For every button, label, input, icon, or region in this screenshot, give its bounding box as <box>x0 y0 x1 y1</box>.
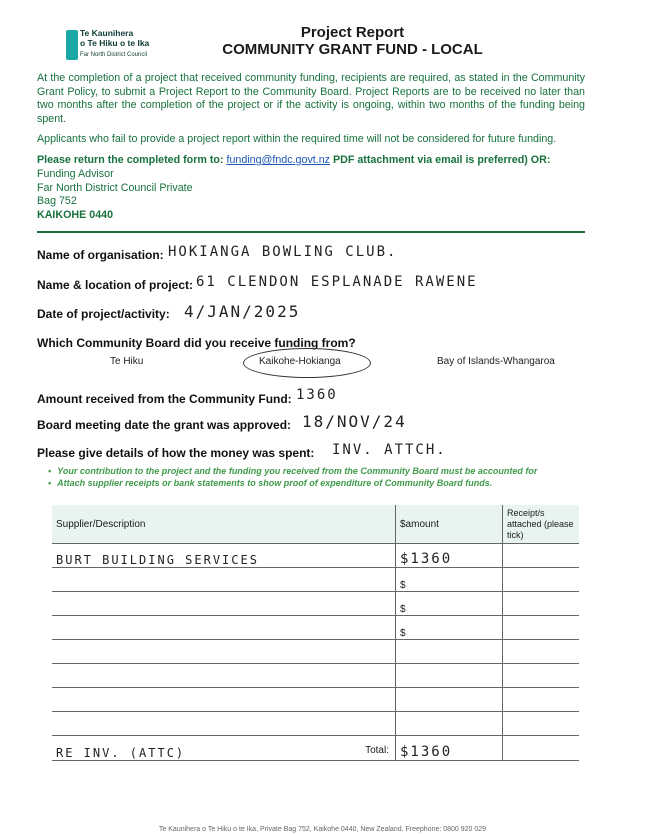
receipt-cell[interactable] <box>503 592 580 616</box>
receipt-cell[interactable] <box>503 712 580 736</box>
table-row <box>52 640 579 664</box>
amount-cell[interactable] <box>396 664 503 688</box>
date-label: Date of project/activity: <box>37 307 170 321</box>
header-amount: $amount <box>396 505 503 544</box>
warning-text: Applicants who fail to provide a project report within the required time will not be considered for future funding. <box>37 133 557 145</box>
receipt-cell[interactable] <box>503 664 580 688</box>
date-value[interactable]: 4/JAN/2025 <box>184 302 301 321</box>
instruction-notes <box>48 466 537 489</box>
details-value[interactable]: INV. ATTCH. <box>332 442 447 458</box>
supplier-cell[interactable] <box>52 664 396 688</box>
amount-cell[interactable]: $1360 <box>396 544 503 568</box>
table-row <box>52 568 579 592</box>
address-line: Funding Advisor <box>37 168 114 180</box>
page-title: Project Report <box>300 24 405 41</box>
return-suffix: PDF attachment via email is preferred) OR: <box>333 154 551 166</box>
receipt-cell[interactable] <box>503 640 580 664</box>
amount-cell[interactable]: $ <box>396 616 503 640</box>
table-row <box>52 712 579 736</box>
page-subtitle: COMMUNITY GRANT FUND - LOCAL <box>222 41 483 58</box>
address-line: Far North District Council Private <box>37 181 193 194</box>
table-row <box>52 592 579 616</box>
project-label: Name & location of project: <box>37 278 194 292</box>
section-divider <box>37 231 585 233</box>
page-footer: Te Kaunihera o Te Hiku o te Ika, Private Bag 752, Kaikohe 0440, New Zealand. Freephone: 0800 920 029 <box>158 826 487 833</box>
logo-line-2: o Te Hiku o te Ika <box>80 38 150 48</box>
org-value[interactable]: HOKIANGA BOWLING CLUB. <box>168 244 398 260</box>
table-row <box>52 616 579 640</box>
table-row <box>52 664 579 688</box>
org-label: Name of organisation: <box>37 248 164 262</box>
expenditure-table <box>52 505 579 761</box>
return-instructions <box>37 154 550 168</box>
total-receipt-cell <box>503 736 580 761</box>
total-note-cell <box>52 736 396 761</box>
board-option-bay-of-islands[interactable]: Bay of Islands-Whangaroa <box>437 356 555 367</box>
address-line: KAIKOHE 0440 <box>37 208 114 221</box>
logo-line-3: Far North District Council <box>80 52 148 58</box>
receipt-cell[interactable] <box>503 568 580 592</box>
table-header-row <box>52 505 579 544</box>
board-question: Which Community Board did you receive funding from? <box>37 336 356 350</box>
supplier-cell[interactable] <box>52 592 396 616</box>
supplier-cell[interactable] <box>52 712 396 736</box>
meeting-value[interactable]: 18/NOV/24 <box>302 412 407 431</box>
board-option-te-hiku[interactable]: Te Hiku <box>110 356 144 367</box>
total-label: Total: <box>365 745 389 756</box>
table-row <box>52 688 579 712</box>
table-row <box>52 544 579 568</box>
receipt-cell[interactable] <box>503 544 580 568</box>
address-line: Bag 752 <box>37 195 77 207</box>
details-label: Please give details of how the money was spent: <box>37 446 315 460</box>
note-item: • Attach supplier receipts or bank statements to show proof of expenditure of Community Board funds. <box>48 478 537 490</box>
meeting-label: Board meeting date the grant was approved: <box>37 418 292 432</box>
footer-note[interactable]: RE INV. (ATTC) <box>56 746 186 760</box>
table-total-row <box>52 736 579 761</box>
logo-line-1: Te Kaunihera <box>80 28 134 38</box>
postal-address <box>37 168 193 222</box>
supplier-cell[interactable] <box>52 688 396 712</box>
project-value[interactable]: 61 CLENDON ESPLANADE RAWENE <box>196 274 478 290</box>
supplier-cell[interactable] <box>52 640 396 664</box>
intro-paragraph: At the completion of a project that received community funding, recipients are required, as stated in the Community Grant Policy, to submit a Project Report to the Community Board. Project Reports are to be received no later than two months after the completion of the project or if the activity is ongoing, within two months of the funding being spent. <box>37 72 585 125</box>
total-value[interactable]: $1360 <box>396 736 503 761</box>
amount-label: Amount received from the Community Fund: <box>37 392 292 406</box>
amount-cell[interactable] <box>396 640 503 664</box>
header-supplier: Supplier/Description <box>52 505 396 544</box>
amount-cell[interactable] <box>396 688 503 712</box>
header-receipts: Receipt/s attached (please tick) <box>503 505 580 544</box>
receipt-cell[interactable] <box>503 616 580 640</box>
selected-board-circle <box>243 348 371 378</box>
amount-value[interactable]: 1360 <box>296 387 338 403</box>
amount-cell[interactable]: $ <box>396 568 503 592</box>
supplier-cell[interactable] <box>52 568 396 592</box>
amount-cell[interactable]: $ <box>396 592 503 616</box>
receipt-cell[interactable] <box>503 688 580 712</box>
board-option-kaikohe-hokianga[interactable]: Kaikohe-Hokianga <box>259 356 341 367</box>
supplier-cell[interactable] <box>52 616 396 640</box>
funding-email-link[interactable]: funding@fndc.govt.nz <box>226 154 331 166</box>
return-prefix: Please return the completed form to: <box>37 154 224 166</box>
note-item: • Your contribution to the project and the funding you received from the Community Board must be accounted for <box>48 466 537 478</box>
amount-cell[interactable] <box>396 712 503 736</box>
supplier-cell[interactable]: BURT BUILDING SERVICES <box>52 544 396 568</box>
